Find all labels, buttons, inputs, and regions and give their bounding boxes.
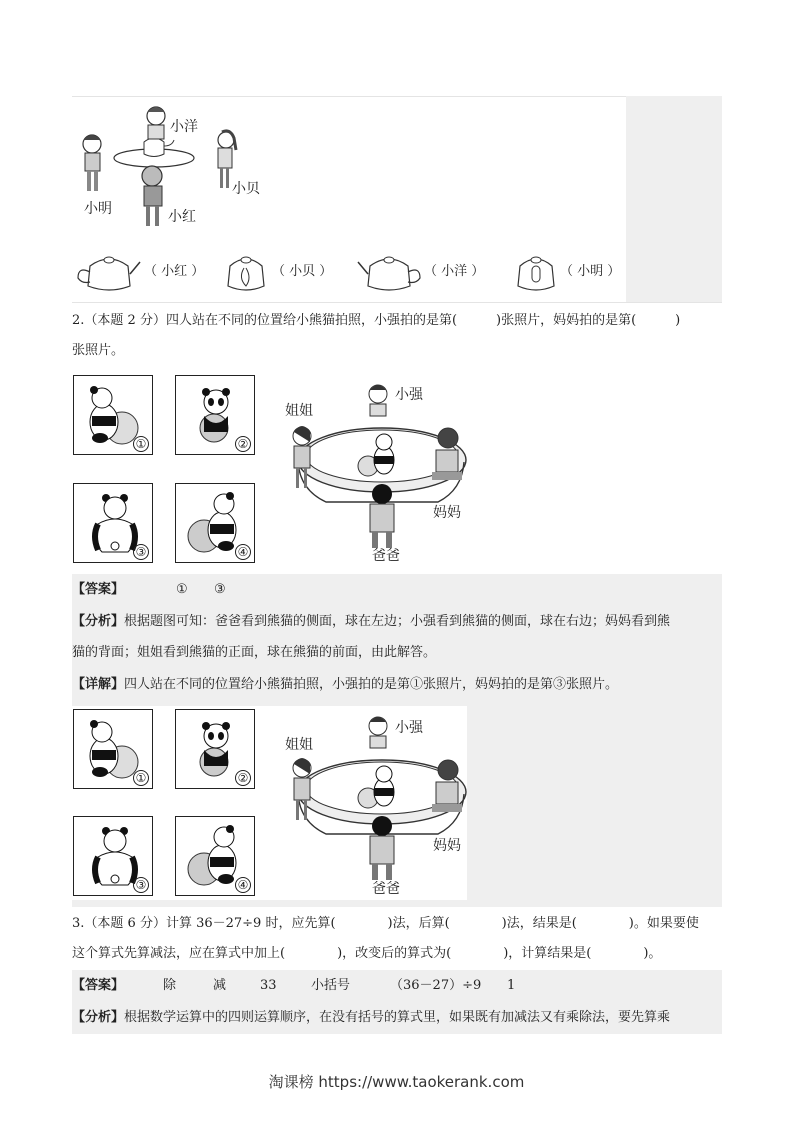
q3-answer-value-3: 33: [260, 978, 277, 993]
person-baba: [372, 484, 392, 504]
q2-analysis-line2: 猫的背面；姐姐看到熊猫的正面，球在熊猫的前面，由此解答。: [72, 645, 437, 660]
name-label-xiaobei: 小贝: [232, 181, 260, 197]
q3-answer-value-2: 减: [213, 978, 227, 993]
q3-answer-value-4: 小括号: [311, 978, 351, 993]
teapot-answer-4: （ 小明 ）: [560, 264, 621, 279]
q3-question-line2: 这个算式先算减法，应在算式中加上( )，改变后的算式为( )，计算结果是( )。: [72, 946, 662, 961]
detail-label-baba: 爸爸: [372, 881, 400, 897]
teapot-answer-1: （ 小红 ）: [144, 264, 205, 279]
photo-box-4: [175, 483, 255, 563]
q2-answer-label: 【答案】: [72, 582, 125, 597]
photo-number-3: ③: [133, 544, 149, 560]
photo-box-3: [73, 483, 153, 563]
q2-answer-value-1: ①: [176, 582, 188, 597]
q1-side-panel: [626, 96, 722, 302]
q1-top-rule: [72, 96, 626, 97]
photo-box-1: [73, 375, 153, 455]
detail-photo-number-4: ④: [235, 877, 251, 893]
teapot-side-icon-2: [356, 252, 422, 296]
label-baba: 爸爸: [372, 548, 400, 564]
q2-detail-label: 【详解】: [72, 677, 125, 692]
q3-answer-value-1: 除: [163, 978, 177, 993]
teapot-answer-3: （ 小洋 ）: [424, 264, 485, 279]
teapot-back-icon: [514, 252, 558, 296]
label-mama: 妈妈: [433, 505, 461, 521]
detail-photo-number-2: ②: [235, 770, 251, 786]
detail-photo-box-3: [73, 816, 153, 896]
teapot-side-icon: [76, 252, 142, 296]
q2-question-line2: 张照片。: [72, 343, 125, 358]
person-mama: [438, 428, 458, 448]
detail-photo-box-1: [73, 709, 153, 789]
q2-answer-value-2: ③: [214, 582, 226, 597]
photo-number-4: ④: [235, 544, 251, 560]
detail-photo-box-2: [175, 709, 255, 789]
teapot-icon: [144, 138, 164, 157]
detail-photo-number-1: ①: [133, 770, 149, 786]
photo-number-1: ①: [133, 436, 149, 452]
q3-answer-value-5: （36－27）÷9: [390, 978, 482, 993]
page-footer: 淘课榜 https://www.taokerank.com: [268, 1073, 525, 1091]
photo-number-2: ②: [235, 436, 251, 452]
label-xiaoqiang: 小强: [395, 387, 423, 403]
detail-label-mama: 妈妈: [433, 838, 461, 854]
detail-label-xiaoqiang: 小强: [395, 720, 423, 736]
detail-label-jiejie: 姐姐: [285, 737, 313, 753]
q3-analysis-label: 【分析】: [72, 1010, 125, 1025]
q3-answer-value-6: 1: [507, 978, 516, 993]
name-label-xiaohong: 小红: [168, 209, 196, 225]
q3-analysis-line1: 根据数学运算中的四则运算顺序，在没有括号的算式里，如果既有加减法又有乘除法，要先算乘: [124, 1010, 671, 1025]
name-label-xiaoming: 小明: [84, 201, 112, 217]
q2-question-line1: 2.（本题 2 分）四人站在不同的位置给小熊猫拍照，小强拍的是第( )张照片，妈妈拍的是第( ): [72, 313, 681, 328]
q2-detail-text: 四人站在不同的位置给小熊猫拍照，小强拍的是第①张照片，妈妈拍的是第③张照片。: [124, 677, 619, 692]
label-jiejie: 姐姐: [285, 403, 313, 419]
q1-bottom-rule: [72, 302, 722, 303]
teapot-answer-2: （ 小贝 ）: [272, 264, 333, 279]
q2-analysis-label: 【分析】: [72, 614, 125, 629]
q2-analysis-line1: 根据题图可知：爸爸看到熊猫的侧面，球在左边；小强看到熊猫的侧面，球在右边；妈妈看到熊: [124, 614, 671, 629]
name-label-xiaoyang: 小洋: [170, 119, 198, 135]
q3-question-line1: 3.（本题 6 分）计算 36－27÷9 时，应先算( )法，后算( )法，结果是( )。如果要使: [72, 916, 699, 931]
teapot-front-icon: [224, 252, 268, 296]
kid-xiaohong: [142, 166, 162, 186]
q3-answer-label: 【答案】: [72, 978, 125, 993]
photo-box-2: [175, 375, 255, 455]
detail-photo-box-4: [175, 816, 255, 896]
detail-photo-number-3: ③: [133, 877, 149, 893]
